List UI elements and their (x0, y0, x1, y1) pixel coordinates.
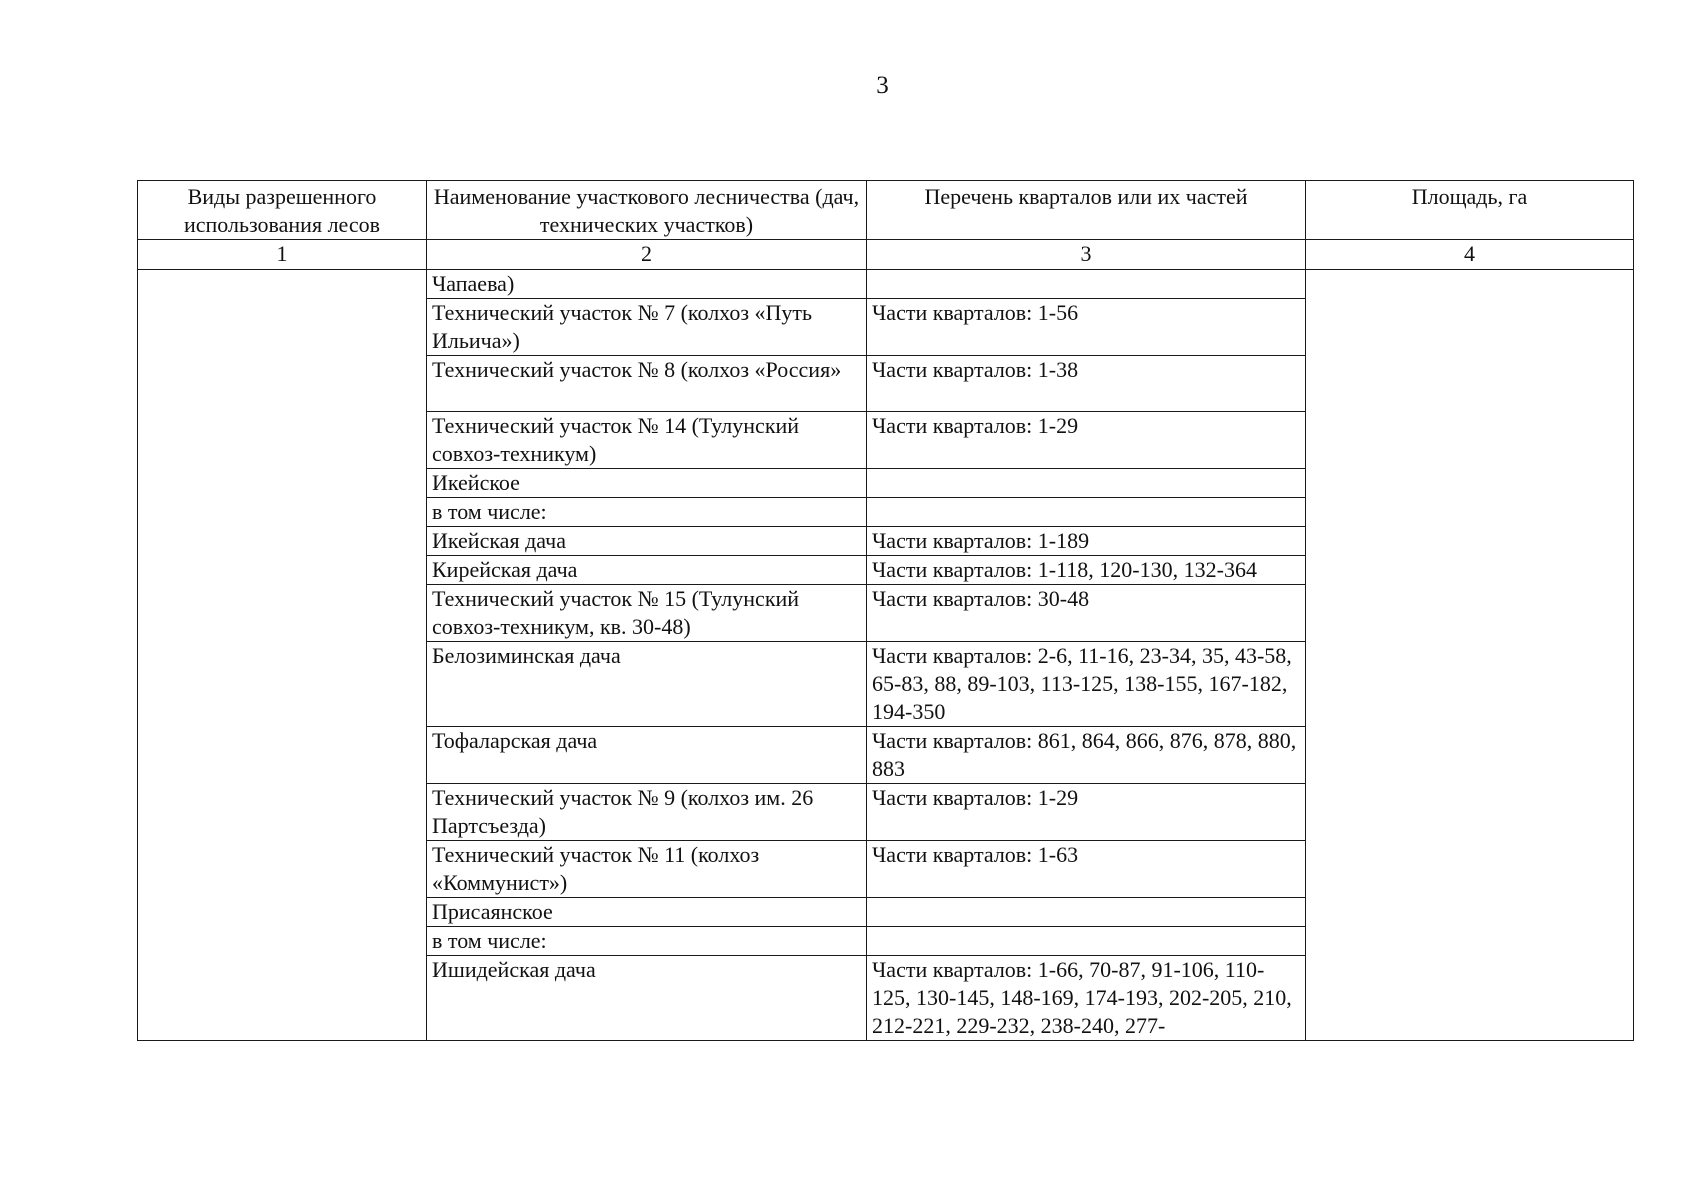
header-cell: Виды разрешенного использования лесов (138, 181, 427, 240)
page-number: 3 (876, 72, 889, 99)
forestry-name-cell: Икейское (427, 469, 867, 498)
forestry-name-cell: Технический участок № 7 (колхоз «Путь Ильича») (427, 299, 867, 356)
forest-use-table (137, 180, 1634, 1041)
quarters-cell: Части кварталов: 1-63 (867, 841, 1306, 898)
table-header-row (138, 181, 1634, 240)
forestry-name-cell: Икейская дача (427, 527, 867, 556)
forestry-name-cell: Технический участок № 8 (колхоз «Россия» (427, 356, 867, 412)
header-cell: Наименование участкового лесничества (дач, технических участков) (427, 181, 867, 240)
quarters-cell: Части кварталов: 2-6, 11-16, 23-34, 35, 43-58, 65-83, 88, 89-103, 113-125, 138-155, 167-182, 194-350 (867, 642, 1306, 727)
forestry-name-cell: Чапаева) (427, 270, 867, 299)
quarters-cell: Части кварталов: 1-189 (867, 527, 1306, 556)
quarters-cell (867, 898, 1306, 927)
table-row (138, 270, 1634, 299)
column-number: 3 (867, 240, 1306, 270)
column-number: 2 (427, 240, 867, 270)
forestry-name-cell: Присаянское (427, 898, 867, 927)
forestry-name-cell: Технический участок № 15 (Тулунский совхоз-техникум, кв. 30-48) (427, 585, 867, 642)
quarters-cell: Части кварталов: 1-66, 70-87, 91-106, 110-125, 130-145, 148-169, 174-193, 202-205, 210, 212-221, 229-232, 238-240, 277- (867, 956, 1306, 1041)
header-cell: Перечень кварталов или их частей (867, 181, 1306, 240)
area-cell (1306, 270, 1634, 1041)
quarters-cell: Части кварталов: 1-38 (867, 356, 1306, 412)
quarters-cell (867, 270, 1306, 299)
forestry-name-cell: Белозиминская дача (427, 642, 867, 727)
forestry-name-cell: Технический участок № 11 (колхоз «Коммунист») (427, 841, 867, 898)
quarters-cell: Части кварталов: 1-29 (867, 784, 1306, 841)
header-cell: Площадь, га (1306, 181, 1634, 240)
quarters-cell: Части кварталов: 1-56 (867, 299, 1306, 356)
forestry-name-cell: Тофаларская дача (427, 727, 867, 784)
quarters-cell: Части кварталов: 30-48 (867, 585, 1306, 642)
forestry-name-cell: Ишидейская дача (427, 956, 867, 1041)
use-type-cell (138, 270, 427, 1041)
forestry-name-cell: в том числе: (427, 498, 867, 527)
forestry-name-cell: в том числе: (427, 927, 867, 956)
forestry-name-cell: Кирейская дача (427, 556, 867, 585)
forestry-name-cell: Технический участок № 14 (Тулунский совхоз-техникум) (427, 412, 867, 469)
column-number: 4 (1306, 240, 1634, 270)
quarters-cell: Части кварталов: 1-118, 120-130, 132-364 (867, 556, 1306, 585)
column-number: 1 (138, 240, 427, 270)
quarters-cell: Части кварталов: 861, 864, 866, 876, 878, 880, 883 (867, 727, 1306, 784)
quarters-cell (867, 469, 1306, 498)
quarters-cell (867, 927, 1306, 956)
quarters-cell: Части кварталов: 1-29 (867, 412, 1306, 469)
quarters-cell (867, 498, 1306, 527)
column-number-row (138, 240, 1634, 270)
forestry-name-cell: Технический участок № 9 (колхоз им. 26 Партсъезда) (427, 784, 867, 841)
